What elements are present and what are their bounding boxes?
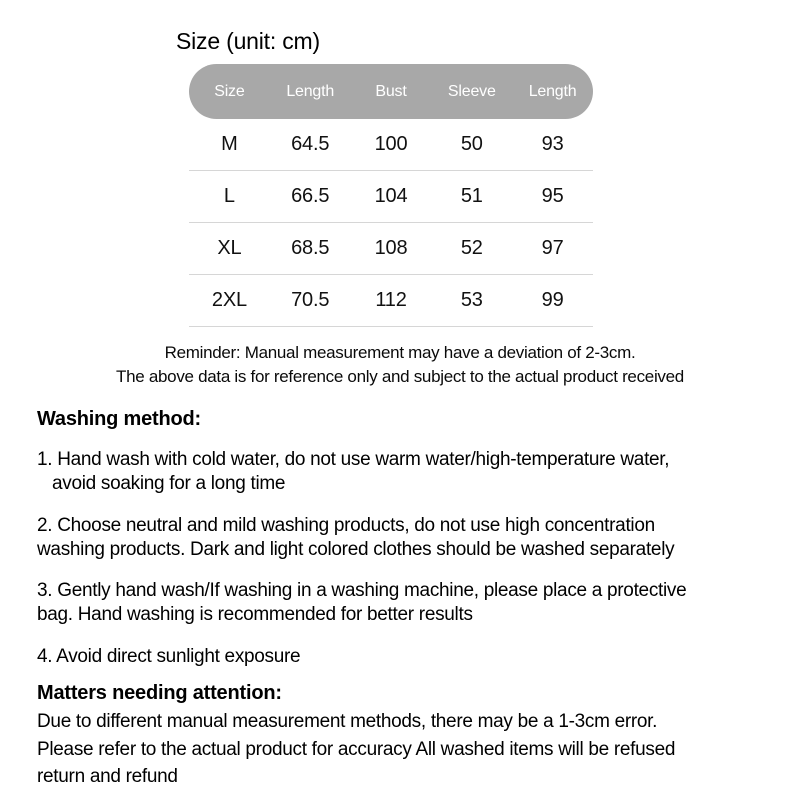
reminder-line: The above data is for reference only and subject to the actual product received <box>116 367 684 386</box>
table-row <box>189 223 593 275</box>
table-row <box>189 171 593 223</box>
size-table <box>189 64 593 327</box>
length-cell: 64.5 <box>291 133 330 155</box>
size-cell: M <box>221 133 238 155</box>
washing-instruction-1 <box>37 448 772 496</box>
sleeve-cell: 52 <box>460 237 483 259</box>
size-chart-title: Size (unit: cm) <box>176 28 320 54</box>
size-cell: 2XL <box>211 289 247 311</box>
column-header-size: Size <box>214 82 245 100</box>
size-table-header-row <box>189 64 593 119</box>
washing-instruction-4 <box>37 645 772 669</box>
instruction-line: 2. Choose neutral and mild washing products, do not use high concentration <box>37 515 655 536</box>
column-header-length: Length <box>286 82 335 100</box>
length-cell: 66.5 <box>291 185 330 207</box>
washing-method-section <box>37 406 772 669</box>
length-cell: 70.5 <box>291 289 330 311</box>
washing-instruction-3 <box>37 579 772 627</box>
attention-section <box>37 680 772 791</box>
instruction-line: 3. Gently hand wash/If washing in a washing machine, please place a protective <box>37 580 687 601</box>
washing-method-heading: Washing method: <box>37 408 202 430</box>
attention-heading: Matters needing attention: <box>37 682 282 704</box>
length2-cell: 99 <box>541 289 564 311</box>
column-header-length2: Length <box>528 82 577 100</box>
column-header-sleeve: Sleeve <box>447 82 496 100</box>
product-info-page <box>0 27 800 800</box>
attention-body <box>37 708 772 791</box>
length2-cell: 95 <box>541 185 564 207</box>
sleeve-cell: 53 <box>460 289 483 311</box>
attention-line: Please refer to the actual product for accuracy All washed items will be refused <box>37 738 676 760</box>
size-cell: L <box>223 185 235 207</box>
instruction-line: 1. Hand wash with cold water, do not use warm water/high-temperature water, <box>37 449 670 470</box>
sleeve-cell: 50 <box>460 133 483 155</box>
table-row <box>189 119 593 171</box>
length-cell: 68.5 <box>291 237 330 259</box>
attention-line: return and refund <box>37 766 178 787</box>
bust-cell: 108 <box>374 237 408 259</box>
length2-cell: 93 <box>541 133 564 155</box>
instruction-line: avoid soaking for a long time <box>52 473 286 494</box>
column-header-bust: Bust <box>375 82 407 100</box>
measurement-reminder <box>0 341 800 389</box>
size-cell: XL <box>217 237 242 259</box>
bust-cell: 112 <box>375 289 407 311</box>
attention-line: Due to different manual measurement methods, there may be a 1-3cm error. <box>37 711 658 732</box>
bust-cell: 100 <box>374 133 408 155</box>
instruction-line: 4. Avoid direct sunlight exposure <box>37 646 301 667</box>
washing-instruction-2 <box>37 514 772 562</box>
sleeve-cell: 51 <box>460 185 483 207</box>
table-row <box>189 275 593 327</box>
instruction-line: bag. Hand washing is recommended for better results <box>37 604 473 625</box>
instruction-line: washing products. Dark and light colored clothes should be washed separately <box>37 539 675 560</box>
bust-cell: 104 <box>374 185 408 207</box>
length2-cell: 97 <box>541 237 564 259</box>
reminder-line: Reminder: Manual measurement may have a deviation of 2-3cm. <box>164 343 636 362</box>
